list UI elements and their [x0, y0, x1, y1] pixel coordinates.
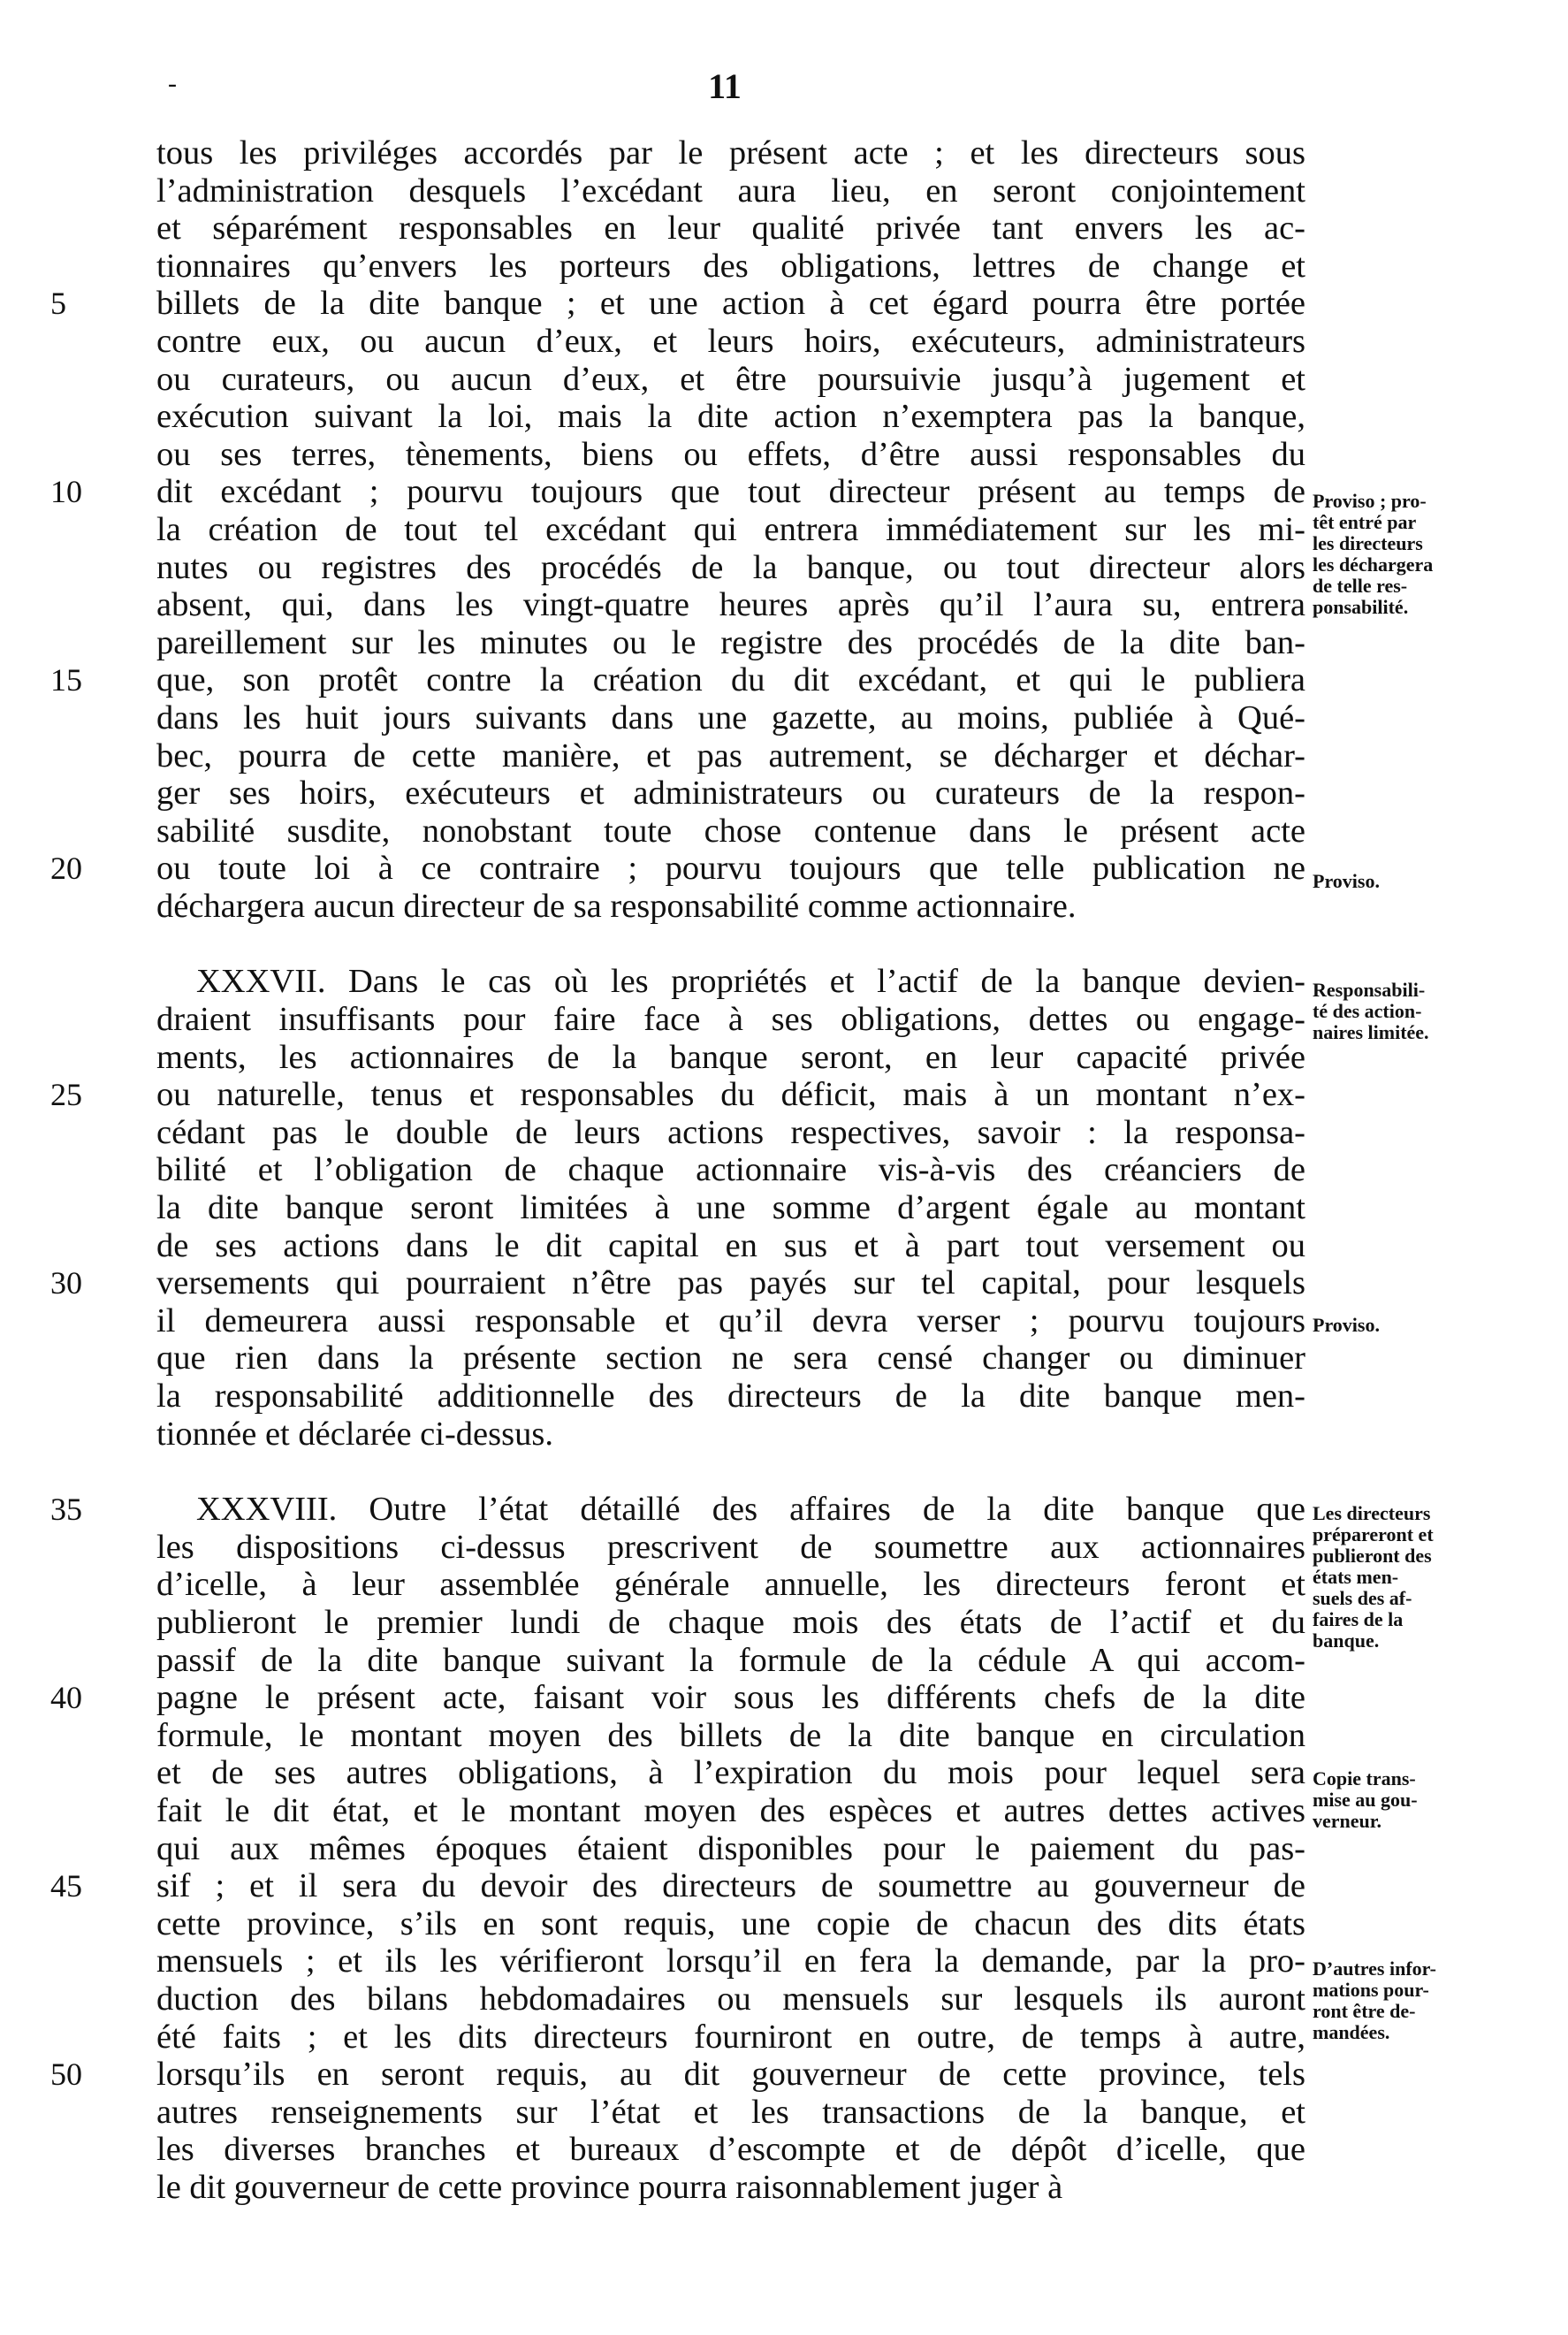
- line-text: il demeurera aussi responsable et qu’il devra verser ; pourvu toujours: [156, 1301, 1305, 1339]
- text-line: [156, 210, 1305, 248]
- text-line: [156, 1566, 1305, 1604]
- line-text: pareillement sur les minutes ou le registre des procédés de la dite ban-: [156, 623, 1305, 661]
- line-text: dit excédant ; pourvu toujours que tout directeur présent au temps de: [156, 473, 1305, 511]
- margin-note-copy-governor: Copie trans- mise au gou- verneur.: [1313, 1767, 1418, 1832]
- line-text: que rien dans la présente section ne sera censé changer ou diminuer: [156, 1339, 1305, 1377]
- text-line: [156, 1942, 1305, 1980]
- line-text: le dit gouverneur de cette province pourra raisonnablement juger à: [156, 2168, 1063, 2206]
- line-text: les dispositions ci-dessus prescrivent de soumettre aux actionnaires: [156, 1528, 1305, 1566]
- text-line: [50, 2056, 1305, 2094]
- text-line: [156, 398, 1305, 436]
- line-text: sabilité susdite, nonobstant toute chose contenue dans le présent acte: [156, 812, 1305, 850]
- text-line: [50, 1076, 1305, 1114]
- line-text: fait le dit état, et le montant moyen des espèces et autres dettes actives: [156, 1791, 1305, 1829]
- line-text: publieront le premier lundi de chaque mois des états de l’actif et du: [156, 1603, 1305, 1641]
- margin-note-monthly-statements: Les directeurs prépareront et publieront des états men- suels des af- faires de la banque.: [1313, 1502, 1434, 1652]
- line-text: billets de la dite banque ; et une action à cet égard pourra être portée: [156, 285, 1305, 323]
- text-line: [156, 586, 1305, 624]
- margin-note-further-info: D’autres infor- mations pour- ront être de- mandées.: [1313, 1957, 1436, 2043]
- page-number: 11: [708, 66, 742, 106]
- text-line: [156, 888, 1305, 926]
- text-line: [156, 2169, 1305, 2207]
- line-number: 10: [50, 474, 82, 510]
- margin-note-proviso-protest: Proviso ; pro- têt entré par les directeurs les déchargera de telle res- ponsabilité.: [1313, 490, 1434, 618]
- text-line: [50, 473, 1305, 511]
- line-number: 45: [50, 1868, 82, 1904]
- line-number: 35: [50, 1492, 82, 1528]
- line-text: tous les priviléges accordés par le présent acte ; et les directeurs sous: [156, 134, 1305, 172]
- text-line: [50, 1679, 1305, 1717]
- line-number: 50: [50, 2056, 82, 2093]
- line-number: 5: [50, 286, 66, 322]
- line-text: été faits ; et les dits directeurs fourniront en outre, de temps à autre,: [156, 2018, 1305, 2056]
- text-line: [156, 1905, 1305, 1943]
- line-text: lorsqu’ils en seront requis, au dit gouverneur de cette province, tels: [156, 2056, 1305, 2094]
- text-line: [156, 775, 1305, 813]
- text-line: [156, 1151, 1305, 1189]
- line-text: la création de tout tel excédant qui entrera immédiatement sur les mi-: [156, 510, 1305, 548]
- text-line: [156, 624, 1305, 662]
- text-line: [156, 1792, 1305, 1830]
- line-text: bilité et l’obligation de chaque actionnaire vis-à-vis des créanciers de: [156, 1151, 1305, 1189]
- line-text: sif ; et il sera du devoir des directeurs de soumettre au gouverneur de: [156, 1867, 1305, 1905]
- text-line: [156, 1529, 1305, 1567]
- text-line: [156, 549, 1305, 587]
- line-text: tionnée et déclarée ci-dessus.: [156, 1415, 553, 1453]
- text-line: [156, 172, 1305, 210]
- text-line: [156, 323, 1305, 361]
- line-text: pagne le présent acte, faisant voir sous les différents chefs de la dite: [156, 1679, 1305, 1717]
- line-number: 15: [50, 662, 82, 698]
- line-text: ger ses hoirs, exécuteurs et administrateurs ou curateurs de la respon-: [156, 775, 1305, 813]
- line-text: que, son protêt contre la création du dit excédant, et qui le publiera: [156, 661, 1305, 699]
- line-text: dans les huit jours suivants dans une gazette, au moins, publiée à Qué-: [156, 698, 1305, 736]
- line-number: 40: [50, 1680, 82, 1716]
- line-text: les diverses branches et bureaux d’escompte et de dépôt d’icelle, que: [156, 2131, 1305, 2169]
- statute-text: [50, 134, 1305, 2206]
- margin-note-proviso-2: Proviso.: [1313, 1314, 1380, 1336]
- text-line: [156, 511, 1305, 549]
- line-text: déchargera aucun directeur de sa responsabilité comme actionnaire.: [156, 887, 1077, 925]
- text-line: [156, 699, 1305, 737]
- line-text: exécution suivant la loi, mais la dite action n’exemptera pas la banque,: [156, 398, 1305, 436]
- line-text: draient insuffisants pour faire face à ses obligations, dettes ou engage-: [156, 1001, 1305, 1039]
- line-text: tionnaires qu’envers les porteurs des obligations, lettres de change et: [156, 247, 1305, 285]
- line-text: duction des bilans hebdomadaires ou mensuels sur lesquels ils auront: [156, 1980, 1305, 2018]
- text-line: [156, 1227, 1305, 1265]
- text-line: [156, 1980, 1305, 2018]
- line-text: bec, pourra de cette manière, et pas autrement, se décharger et déchar-: [156, 736, 1305, 775]
- line-text: ments, les actionnaires de la banque seront, en leur capacité privée: [156, 1038, 1305, 1076]
- text-line: [156, 963, 1305, 1001]
- text-line: [156, 248, 1305, 286]
- text-line: [156, 1604, 1305, 1642]
- line-text: l’administration desquels l’excédant aura lieu, en seront conjointement: [156, 172, 1305, 210]
- text-line: [156, 813, 1305, 851]
- text-line: [156, 1830, 1305, 1868]
- line-text: qui aux mêmes époques étaient disponibles pour le paiement du pas-: [156, 1829, 1305, 1867]
- line-number: 25: [50, 1077, 82, 1113]
- line-text: autres renseignements sur l’état et les transactions de la banque, et: [156, 2093, 1305, 2131]
- line-text: la responsabilité additionnelle des directeurs de la dite banque men-: [156, 1377, 1305, 1415]
- line-text: d’icelle, à leur assemblée générale annuelle, les directeurs feront et: [156, 1566, 1305, 1604]
- text-line: [50, 661, 1305, 699]
- text-line: [50, 1491, 1305, 1529]
- margin-note-proviso: Proviso.: [1313, 870, 1380, 892]
- line-text: mensuels ; et ils les vérifieront lorsqu’il en fera la demande, par la pro-: [156, 1942, 1305, 1980]
- line-text: formule, le montant moyen des billets de la dite banque en circulation: [156, 1716, 1305, 1754]
- line-number: 20: [50, 851, 82, 887]
- line-text: absent, qui, dans les vingt-quatre heures après qu’il l’aura su, entrera: [156, 586, 1305, 624]
- text-line: [156, 1642, 1305, 1680]
- line-text: ou ses terres, tènements, biens ou effets, d’être aussi responsables du: [156, 435, 1305, 473]
- line-text: passif de la dite banque suivant la formule de la cédule A qui accom-: [156, 1641, 1305, 1679]
- text-line: [156, 2094, 1305, 2132]
- line-text: XXXVII. Dans le cas où les propriétés et l’actif de la banque devien-: [196, 963, 1305, 1001]
- line-text: XXXVIII. Outre l’état détaillé des affaires de la dite banque que: [196, 1491, 1305, 1529]
- text-line: [156, 1415, 1305, 1454]
- line-text: et de ses autres obligations, à l’expiration du mois pour lequel sera: [156, 1754, 1305, 1792]
- text-line: [156, 134, 1305, 172]
- line-text: versements qui pourraient n’être pas payés sur tel capital, pour lesquels: [156, 1264, 1305, 1302]
- text-line: [156, 361, 1305, 399]
- line-text: la dite banque seront limitées à une somme d’argent égale au montant: [156, 1189, 1305, 1227]
- text-line: [156, 1302, 1305, 1340]
- line-text: et séparément responsables en leur qualité privée tant envers les ac-: [156, 210, 1305, 248]
- text-line: [156, 1001, 1305, 1039]
- line-text: ou naturelle, tenus et responsables du déficit, mais à un montant n’ex-: [156, 1076, 1305, 1114]
- text-line: [50, 1264, 1305, 1302]
- margin-note-limited-liability: Responsabili- té des action- naires limitée.: [1313, 979, 1429, 1043]
- text-line: [156, 1189, 1305, 1227]
- text-line: [156, 1339, 1305, 1377]
- text-line: [156, 1377, 1305, 1415]
- text-line: [156, 1754, 1305, 1792]
- line-text: contre eux, ou aucun d’eux, et leurs hoirs, exécuteurs, administrateurs: [156, 322, 1305, 360]
- text-line: [156, 1114, 1305, 1152]
- text-line: [156, 436, 1305, 474]
- line-text: nutes ou registres des procédés de la banque, ou tout directeur alors: [156, 548, 1305, 586]
- text-line: [156, 2131, 1305, 2169]
- line-text: de ses actions dans le dit capital en sus et à part tout versement ou: [156, 1226, 1305, 1264]
- text-line: [156, 1717, 1305, 1755]
- line-text: cette province, s’ils en sont requis, une copie de chacun des dits états: [156, 1904, 1305, 1942]
- line-number: 30: [50, 1265, 82, 1301]
- text-line: [156, 1039, 1305, 1077]
- text-line: [156, 2018, 1305, 2056]
- page-dash: -: [168, 69, 177, 98]
- text-line: [50, 285, 1305, 323]
- text-line: [50, 850, 1305, 888]
- text-line: [50, 1867, 1305, 1905]
- line-text: ou toute loi à ce contraire ; pourvu toujours que telle publication ne: [156, 850, 1305, 888]
- line-text: cédant pas le double de leurs actions respectives, savoir : la responsa-: [156, 1113, 1305, 1151]
- line-text: ou curateurs, ou aucun d’eux, et être poursuivie jusqu’à jugement et: [156, 360, 1305, 398]
- text-line: [156, 737, 1305, 775]
